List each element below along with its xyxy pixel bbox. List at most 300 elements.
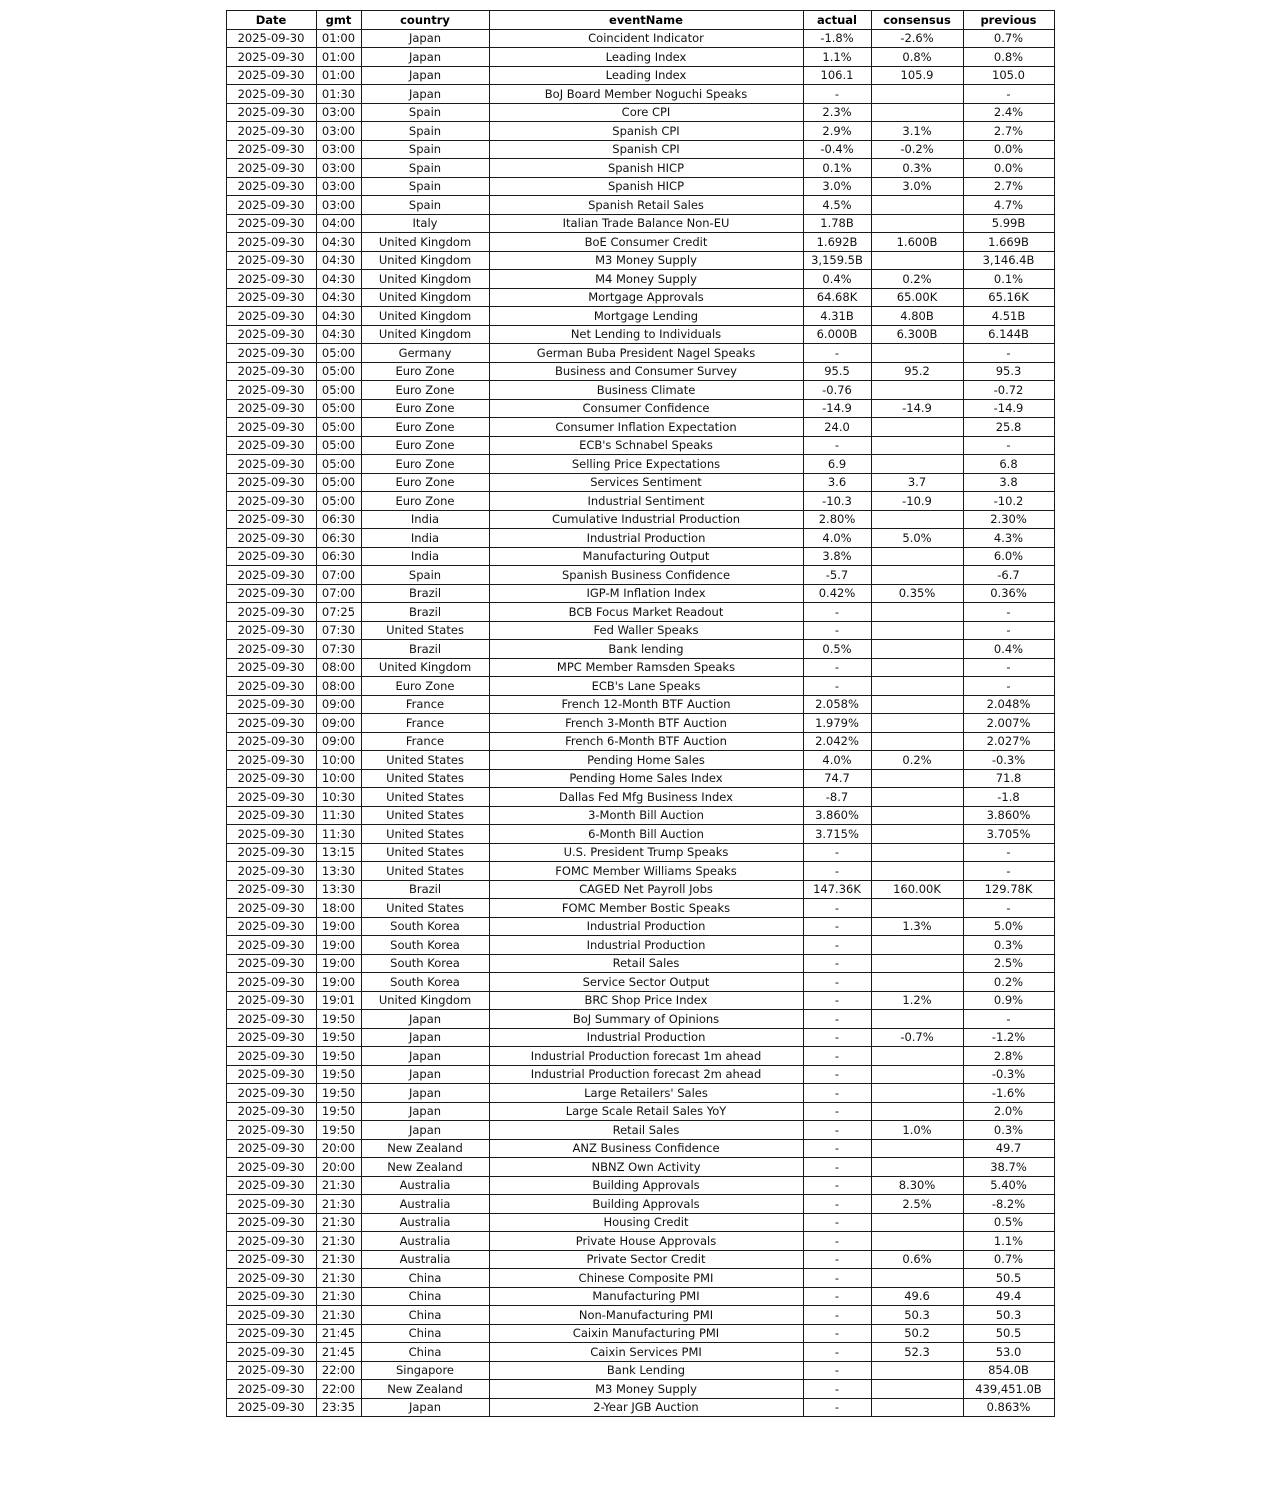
cell-date: 2025-09-30 (226, 418, 316, 437)
cell-gmt: 21:30 (316, 1287, 361, 1306)
cell-previous: 2.4% (963, 103, 1054, 122)
cell-event-name: Consumer Confidence (489, 399, 803, 418)
cell-event-name: French 3-Month BTF Auction (489, 714, 803, 733)
cell-previous: 49.4 (963, 1287, 1054, 1306)
cell-country: Singapore (361, 1361, 489, 1380)
cell-actual: 95.5 (803, 362, 871, 381)
cell-date: 2025-09-30 (226, 1102, 316, 1121)
cell-gmt: 06:30 (316, 529, 361, 548)
cell-date: 2025-09-30 (226, 862, 316, 881)
cell-gmt: 03:00 (316, 196, 361, 215)
cell-consensus: 105.9 (871, 66, 963, 85)
cell-actual: - (803, 954, 871, 973)
cell-country: Italy (361, 214, 489, 233)
cell-country: United States (361, 769, 489, 788)
cell-previous: - (963, 344, 1054, 363)
cell-country: Australia (361, 1176, 489, 1195)
cell-previous: -1.2% (963, 1028, 1054, 1047)
cell-actual: - (803, 658, 871, 677)
cell-consensus: 0.8% (871, 48, 963, 67)
cell-consensus: 52.3 (871, 1343, 963, 1362)
cell-actual: 2.9% (803, 122, 871, 141)
cell-country: United Kingdom (361, 288, 489, 307)
cell-event-name: Leading Index (489, 66, 803, 85)
cell-country: Spain (361, 103, 489, 122)
cell-previous: 0.5% (963, 1213, 1054, 1232)
table-row (226, 381, 1054, 400)
cell-date: 2025-09-30 (226, 1324, 316, 1343)
cell-gmt: 13:30 (316, 862, 361, 881)
cell-consensus (871, 1084, 963, 1103)
table-row (226, 677, 1054, 696)
table-row (226, 122, 1054, 141)
cell-date: 2025-09-30 (226, 640, 316, 659)
cell-event-name: Pending Home Sales Index (489, 769, 803, 788)
cell-event-name: Industrial Production (489, 529, 803, 548)
cell-country: Australia (361, 1232, 489, 1251)
cell-event-name: BoE Consumer Credit (489, 233, 803, 252)
cell-country: United States (361, 862, 489, 881)
cell-gmt: 19:00 (316, 917, 361, 936)
cell-event-name: BRC Shop Price Index (489, 991, 803, 1010)
cell-actual: 1.78B (803, 214, 871, 233)
cell-actual: 2.80% (803, 510, 871, 529)
cell-previous: - (963, 1010, 1054, 1029)
cell-event-name: M4 Money Supply (489, 270, 803, 289)
cell-gmt: 09:00 (316, 695, 361, 714)
cell-consensus (871, 677, 963, 696)
table-row (226, 751, 1054, 770)
cell-event-name: Consumer Inflation Expectation (489, 418, 803, 437)
cell-actual: - (803, 1380, 871, 1399)
cell-gmt: 01:00 (316, 29, 361, 48)
cell-previous: - (963, 621, 1054, 640)
cell-event-name: Industrial Production forecast 1m ahead (489, 1047, 803, 1066)
cell-event-name: M3 Money Supply (489, 251, 803, 270)
cell-event-name: Industrial Sentiment (489, 492, 803, 511)
table-row (226, 1176, 1054, 1195)
cell-gmt: 22:00 (316, 1361, 361, 1380)
cell-actual: 4.31B (803, 307, 871, 326)
table-row (226, 1269, 1054, 1288)
cell-date: 2025-09-30 (226, 1195, 316, 1214)
cell-gmt: 21:30 (316, 1195, 361, 1214)
cell-event-name: 2-Year JGB Auction (489, 1398, 803, 1417)
table-row (226, 899, 1054, 918)
table-row (226, 936, 1054, 955)
table-row (226, 547, 1054, 566)
cell-country: Brazil (361, 603, 489, 622)
cell-country: Japan (361, 1010, 489, 1029)
cell-date: 2025-09-30 (226, 1343, 316, 1362)
table-row (226, 1195, 1054, 1214)
cell-previous: 25.8 (963, 418, 1054, 437)
cell-gmt: 05:00 (316, 473, 361, 492)
table-row (226, 1232, 1054, 1251)
cell-date: 2025-09-30 (226, 991, 316, 1010)
cell-actual: -0.4% (803, 140, 871, 159)
cell-date: 2025-09-30 (226, 510, 316, 529)
cell-country: New Zealand (361, 1139, 489, 1158)
cell-gmt: 19:01 (316, 991, 361, 1010)
cell-country: Euro Zone (361, 473, 489, 492)
cell-country: United Kingdom (361, 233, 489, 252)
cell-gmt: 19:50 (316, 1121, 361, 1140)
cell-consensus (871, 1065, 963, 1084)
cell-date: 2025-09-30 (226, 1306, 316, 1325)
cell-country: United States (361, 843, 489, 862)
cell-consensus (871, 714, 963, 733)
table-row (226, 196, 1054, 215)
cell-event-name: German Buba President Nagel Speaks (489, 344, 803, 363)
table-row (226, 973, 1054, 992)
cell-date: 2025-09-30 (226, 1398, 316, 1417)
cell-gmt: 05:00 (316, 418, 361, 437)
cell-previous: - (963, 603, 1054, 622)
cell-actual: - (803, 1121, 871, 1140)
cell-date: 2025-09-30 (226, 677, 316, 696)
cell-event-name: BCB Focus Market Readout (489, 603, 803, 622)
cell-date: 2025-09-30 (226, 1361, 316, 1380)
cell-event-name: MPC Member Ramsden Speaks (489, 658, 803, 677)
cell-country: United Kingdom (361, 991, 489, 1010)
cell-date: 2025-09-30 (226, 455, 316, 474)
cell-actual: - (803, 1287, 871, 1306)
cell-previous: 854.0B (963, 1361, 1054, 1380)
cell-country: Japan (361, 1121, 489, 1140)
cell-consensus (871, 806, 963, 825)
cell-event-name: Pending Home Sales (489, 751, 803, 770)
cell-consensus (871, 214, 963, 233)
cell-event-name: NBNZ Own Activity (489, 1158, 803, 1177)
cell-country: Japan (361, 48, 489, 67)
cell-country: Brazil (361, 584, 489, 603)
cell-date: 2025-09-30 (226, 603, 316, 622)
cell-previous: -6.7 (963, 566, 1054, 585)
cell-date: 2025-09-30 (226, 1380, 316, 1399)
cell-country: South Korea (361, 954, 489, 973)
cell-actual: -8.7 (803, 788, 871, 807)
cell-actual: - (803, 1047, 871, 1066)
cell-consensus (871, 196, 963, 215)
cell-gmt: 06:30 (316, 547, 361, 566)
cell-actual: - (803, 677, 871, 696)
cell-country: Spain (361, 177, 489, 196)
cell-country: United States (361, 899, 489, 918)
table-row (226, 85, 1054, 104)
cell-gmt: 05:00 (316, 455, 361, 474)
cell-country: India (361, 529, 489, 548)
cell-country: United Kingdom (361, 325, 489, 344)
cell-consensus (871, 954, 963, 973)
cell-previous: -10.2 (963, 492, 1054, 511)
table-row (226, 362, 1054, 381)
cell-actual: 2.058% (803, 695, 871, 714)
cell-date: 2025-09-30 (226, 159, 316, 178)
cell-consensus (871, 603, 963, 622)
cell-gmt: 10:00 (316, 769, 361, 788)
cell-event-name: French 12-Month BTF Auction (489, 695, 803, 714)
cell-actual: 3.715% (803, 825, 871, 844)
cell-actual: -0.76 (803, 381, 871, 400)
cell-country: Spain (361, 566, 489, 585)
cell-gmt: 19:50 (316, 1065, 361, 1084)
cell-date: 2025-09-30 (226, 899, 316, 918)
column-header-actual: actual (803, 11, 871, 30)
cell-previous: 71.8 (963, 769, 1054, 788)
cell-gmt: 03:00 (316, 122, 361, 141)
cell-event-name: FOMC Member Williams Speaks (489, 862, 803, 881)
cell-gmt: 05:00 (316, 436, 361, 455)
cell-previous: 3,146.4B (963, 251, 1054, 270)
cell-actual: - (803, 936, 871, 955)
cell-country: Euro Zone (361, 455, 489, 474)
cell-date: 2025-09-30 (226, 880, 316, 899)
cell-previous: -1.6% (963, 1084, 1054, 1103)
cell-previous: 439,451.0B (963, 1380, 1054, 1399)
cell-event-name: FOMC Member Bostic Speaks (489, 899, 803, 918)
cell-date: 2025-09-30 (226, 1158, 316, 1177)
cell-actual: - (803, 917, 871, 936)
column-header-eventname: eventName (489, 11, 803, 30)
cell-consensus: 95.2 (871, 362, 963, 381)
cell-previous: 0.9% (963, 991, 1054, 1010)
cell-event-name: Non-Manufacturing PMI (489, 1306, 803, 1325)
cell-date: 2025-09-30 (226, 1250, 316, 1269)
cell-gmt: 08:00 (316, 677, 361, 696)
column-header-gmt: gmt (316, 11, 361, 30)
cell-event-name: Mortgage Lending (489, 307, 803, 326)
cell-consensus (871, 1102, 963, 1121)
cell-date: 2025-09-30 (226, 732, 316, 751)
cell-country: New Zealand (361, 1158, 489, 1177)
cell-actual: 0.1% (803, 159, 871, 178)
column-header-country: country (361, 11, 489, 30)
cell-gmt: 04:00 (316, 214, 361, 233)
cell-gmt: 04:30 (316, 325, 361, 344)
cell-date: 2025-09-30 (226, 843, 316, 862)
cell-consensus (871, 1047, 963, 1066)
table-row (226, 714, 1054, 733)
cell-actual: - (803, 621, 871, 640)
table-row (226, 29, 1054, 48)
cell-date: 2025-09-30 (226, 547, 316, 566)
cell-previous: -0.3% (963, 751, 1054, 770)
cell-consensus: -14.9 (871, 399, 963, 418)
cell-previous: 2.5% (963, 954, 1054, 973)
cell-event-name: Manufacturing PMI (489, 1287, 803, 1306)
table-row (226, 862, 1054, 881)
cell-actual: -5.7 (803, 566, 871, 585)
cell-actual: 4.0% (803, 751, 871, 770)
table-row (226, 1213, 1054, 1232)
cell-country: Spain (361, 140, 489, 159)
cell-previous: 65.16K (963, 288, 1054, 307)
cell-actual: 3.8% (803, 547, 871, 566)
cell-event-name: Business and Consumer Survey (489, 362, 803, 381)
cell-consensus (871, 769, 963, 788)
cell-actual: 2.3% (803, 103, 871, 122)
cell-gmt: 07:30 (316, 621, 361, 640)
table-row (226, 769, 1054, 788)
cell-event-name: Italian Trade Balance Non-EU (489, 214, 803, 233)
cell-actual: 0.4% (803, 270, 871, 289)
cell-event-name: U.S. President Trump Speaks (489, 843, 803, 862)
cell-previous: 49.7 (963, 1139, 1054, 1158)
cell-date: 2025-09-30 (226, 1176, 316, 1195)
cell-date: 2025-09-30 (226, 1084, 316, 1103)
cell-date: 2025-09-30 (226, 714, 316, 733)
cell-event-name: Mortgage Approvals (489, 288, 803, 307)
cell-actual: - (803, 436, 871, 455)
cell-event-name: M3 Money Supply (489, 1380, 803, 1399)
economic-calendar-table (226, 10, 1055, 1417)
cell-gmt: 03:00 (316, 177, 361, 196)
cell-actual: 2.042% (803, 732, 871, 751)
cell-actual: 4.5% (803, 196, 871, 215)
cell-date: 2025-09-30 (226, 140, 316, 159)
cell-previous: 2.048% (963, 695, 1054, 714)
table-row (226, 48, 1054, 67)
cell-event-name: Chinese Composite PMI (489, 1269, 803, 1288)
cell-actual: - (803, 344, 871, 363)
cell-country: China (361, 1343, 489, 1362)
table-row (226, 917, 1054, 936)
cell-country: United Kingdom (361, 270, 489, 289)
cell-gmt: 21:45 (316, 1343, 361, 1362)
table-row (226, 529, 1054, 548)
cell-actual: - (803, 1176, 871, 1195)
cell-actual: - (803, 1139, 871, 1158)
cell-previous: 2.30% (963, 510, 1054, 529)
cell-actual: - (803, 1158, 871, 1177)
cell-gmt: 08:00 (316, 658, 361, 677)
table-row (226, 1250, 1054, 1269)
cell-consensus (871, 1269, 963, 1288)
table-row (226, 1398, 1054, 1417)
table-row (226, 640, 1054, 659)
cell-date: 2025-09-30 (226, 436, 316, 455)
cell-country: United Kingdom (361, 307, 489, 326)
cell-actual: -1.8% (803, 29, 871, 48)
cell-previous: 4.51B (963, 307, 1054, 326)
cell-consensus: -2.6% (871, 29, 963, 48)
table-row (226, 991, 1054, 1010)
cell-previous: - (963, 436, 1054, 455)
cell-consensus (871, 621, 963, 640)
cell-consensus (871, 640, 963, 659)
cell-country: Spain (361, 159, 489, 178)
cell-gmt: 21:30 (316, 1232, 361, 1251)
cell-event-name: Large Scale Retail Sales YoY (489, 1102, 803, 1121)
cell-consensus (871, 566, 963, 585)
cell-date: 2025-09-30 (226, 233, 316, 252)
cell-consensus (871, 381, 963, 400)
cell-date: 2025-09-30 (226, 492, 316, 511)
cell-date: 2025-09-30 (226, 29, 316, 48)
cell-consensus (871, 1158, 963, 1177)
cell-event-name: Selling Price Expectations (489, 455, 803, 474)
cell-previous: 0.3% (963, 1121, 1054, 1140)
table-row (226, 825, 1054, 844)
cell-gmt: 05:00 (316, 399, 361, 418)
cell-country: China (361, 1324, 489, 1343)
cell-consensus (871, 418, 963, 437)
cell-gmt: 06:30 (316, 510, 361, 529)
cell-actual: -10.3 (803, 492, 871, 511)
cell-previous: 2.8% (963, 1047, 1054, 1066)
table-row (226, 1287, 1054, 1306)
cell-consensus (871, 1213, 963, 1232)
table-row (226, 455, 1054, 474)
cell-gmt: 18:00 (316, 899, 361, 918)
table-row (226, 492, 1054, 511)
cell-date: 2025-09-30 (226, 1269, 316, 1288)
cell-date: 2025-09-30 (226, 1139, 316, 1158)
table-row (226, 103, 1054, 122)
cell-date: 2025-09-30 (226, 936, 316, 955)
cell-date: 2025-09-30 (226, 825, 316, 844)
cell-actual: 1.979% (803, 714, 871, 733)
cell-event-name: ECB's Schnabel Speaks (489, 436, 803, 455)
cell-consensus (871, 843, 963, 862)
table-row (226, 1361, 1054, 1380)
cell-date: 2025-09-30 (226, 122, 316, 141)
cell-actual: - (803, 1195, 871, 1214)
cell-consensus: 0.2% (871, 270, 963, 289)
cell-consensus (871, 547, 963, 566)
cell-date: 2025-09-30 (226, 769, 316, 788)
cell-event-name: Dallas Fed Mfg Business Index (489, 788, 803, 807)
cell-country: China (361, 1306, 489, 1325)
cell-consensus: 3.7 (871, 473, 963, 492)
cell-previous: 95.3 (963, 362, 1054, 381)
cell-actual: 4.0% (803, 529, 871, 548)
cell-event-name: Large Retailers' Sales (489, 1084, 803, 1103)
cell-consensus (871, 862, 963, 881)
cell-previous: -8.2% (963, 1195, 1054, 1214)
cell-date: 2025-09-30 (226, 695, 316, 714)
cell-consensus (871, 510, 963, 529)
cell-gmt: 11:30 (316, 825, 361, 844)
cell-actual: 147.36K (803, 880, 871, 899)
cell-actual: - (803, 1269, 871, 1288)
cell-previous: 6.8 (963, 455, 1054, 474)
cell-date: 2025-09-30 (226, 103, 316, 122)
cell-event-name: Business Climate (489, 381, 803, 400)
cell-actual: 3.6 (803, 473, 871, 492)
cell-actual: 64.68K (803, 288, 871, 307)
cell-gmt: 04:30 (316, 307, 361, 326)
cell-previous: 50.3 (963, 1306, 1054, 1325)
cell-actual: - (803, 1343, 871, 1362)
cell-consensus (871, 1232, 963, 1251)
cell-country: Australia (361, 1250, 489, 1269)
cell-gmt: 13:30 (316, 880, 361, 899)
cell-previous: 2.7% (963, 122, 1054, 141)
cell-date: 2025-09-30 (226, 806, 316, 825)
cell-actual: - (803, 603, 871, 622)
table-row (226, 473, 1054, 492)
cell-actual: - (803, 1361, 871, 1380)
cell-previous: - (963, 677, 1054, 696)
cell-country: India (361, 547, 489, 566)
cell-country: Japan (361, 29, 489, 48)
cell-gmt: 03:00 (316, 103, 361, 122)
cell-consensus: 3.1% (871, 122, 963, 141)
cell-gmt: 19:00 (316, 954, 361, 973)
cell-country: Japan (361, 1102, 489, 1121)
